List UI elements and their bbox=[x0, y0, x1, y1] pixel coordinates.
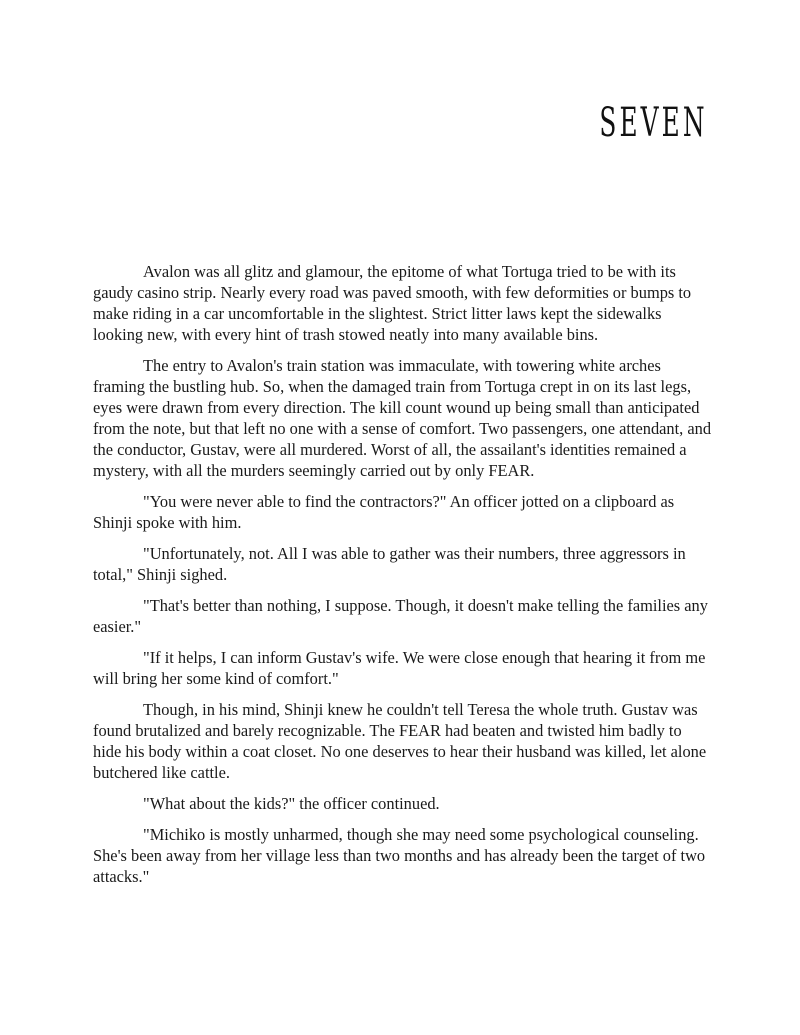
chapter-title: SEVEN bbox=[599, 100, 708, 146]
paragraph: The entry to Avalon's train station was immaculate, with towering white arches framing the bustling hub. So, when the damaged train from Tortuga crept in on its last legs, eyes were drawn from every direction. The kill count wound up being small than anticipated from the note, but that left no one with a sense of comfort. Two passengers, one attendant, and the conductor, Gustav, were all murdered. Worst of all, the assailant's identities remained a mystery, with all the murders seemingly carried out by only FEAR. bbox=[93, 356, 712, 480]
paragraph: "If it helps, I can inform Gustav's wife. We were close enough that hearing it from me will bring her some kind of comfort." bbox=[93, 648, 706, 688]
paragraph: "That's better than nothing, I suppose. Though, it doesn't make telling the families any easier." bbox=[93, 596, 708, 636]
paragraph: Avalon was all glitz and glamour, the epitome of what Tortuga tried to be with its gaudy casino strip. Nearly every road was paved smooth, with few deformities or bumps to make riding in a car uncomfortable in the slightest. Strict litter laws kept the sidewalks looking new, with every hint of trash stowed neatly into many available bins. bbox=[93, 262, 692, 344]
paragraph: "Michiko is mostly unharmed, though she may need some psychological counseling. She's been away from her village less than two months and has already been the target of two attacks." bbox=[93, 825, 706, 886]
paragraph: "What about the kids?" the officer continued. bbox=[143, 794, 440, 813]
chapter-body bbox=[93, 261, 713, 897]
paragraph: "You were never able to find the contractors?" An officer jotted on a clipboard as Shinji spoke with him. bbox=[93, 492, 675, 532]
paragraph: "Unfortunately, not. All I was able to gather was their numbers, three aggressors in total," Shinji sighed. bbox=[93, 544, 686, 584]
paragraph: Though, in his mind, Shinji knew he couldn't tell Teresa the whole truth. Gustav was found brutalized and barely recognizable. The FEAR had beaten and twisted him badly to hide his body within a coat closet. No one deserves to hear their husband was killed, let alone butchered like cattle. bbox=[93, 700, 707, 782]
